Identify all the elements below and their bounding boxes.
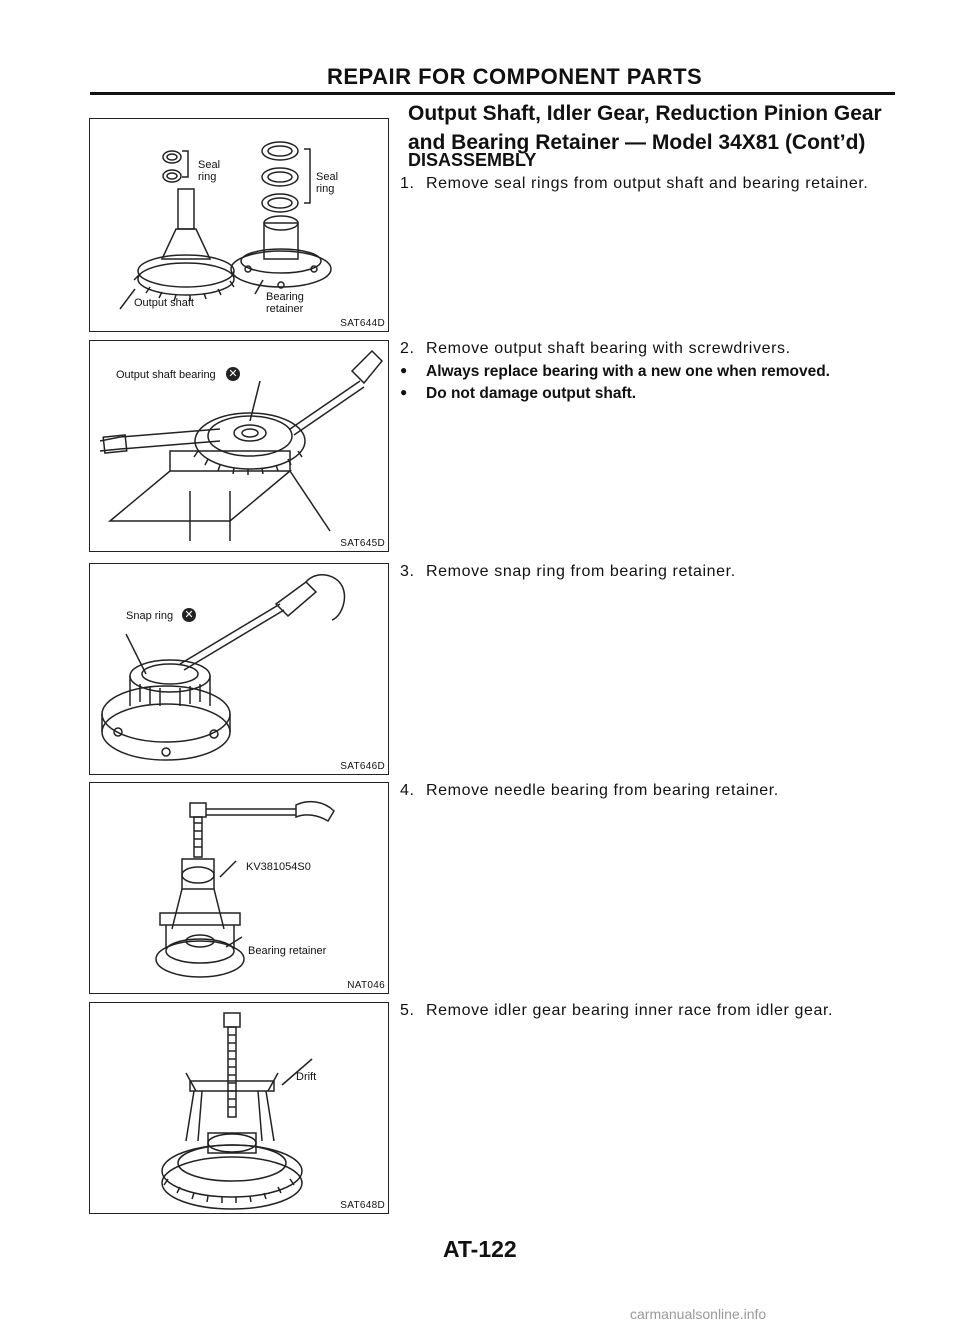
- figure-snap-ring: [89, 563, 389, 775]
- section-title-line-2: and Bearing Retainer — Model 34X81 (Cont’d): [408, 131, 866, 154]
- step-number: 4.: [400, 782, 415, 799]
- replace-part-icon: ✕: [226, 367, 240, 381]
- step-number: 1.: [400, 175, 415, 192]
- step-text: Remove snap ring from bearing retainer.: [426, 563, 736, 580]
- step-1: [400, 175, 868, 193]
- needle-bearing-illustration: [90, 783, 388, 993]
- seal-label-line: Seal: [316, 171, 339, 183]
- step-number: 5.: [400, 1002, 415, 1019]
- step-text: Remove idler gear bearing inner race from idler gear.: [426, 1002, 834, 1019]
- replace-part-icon: ✕: [182, 608, 196, 622]
- figure-idler-gear: [89, 1002, 389, 1214]
- note-1: [400, 363, 830, 381]
- step-text: Remove needle bearing from bearing retainer.: [426, 782, 779, 799]
- figure-seal-rings: [89, 118, 389, 332]
- snap-ring-label: Snap ring: [126, 610, 174, 622]
- step-text: Remove output shaft bearing with screwdrivers.: [426, 340, 791, 357]
- ring-label-line: ring: [316, 183, 335, 195]
- page-header: REPAIR FOR COMPONENT PARTS: [327, 64, 703, 89]
- note-2: [400, 385, 636, 403]
- output-shaft-bearing-label: Output shaft bearing: [116, 369, 216, 381]
- figure-code: SAT645D: [340, 538, 385, 549]
- bearing-retainer-label: Bearing retainer: [248, 945, 327, 957]
- seal-label-line: Seal: [198, 159, 221, 171]
- retainer-label-line: retainer: [266, 303, 304, 315]
- note-text: Do not damage output shaft.: [426, 385, 637, 402]
- watermark: carmanualsonline.info: [630, 1306, 767, 1322]
- section-title-line-1: Output Shaft, Idler Gear, Reduction Pinion Gear: [408, 102, 882, 125]
- note-text: Always replace bearing with a new one when removed.: [426, 363, 830, 380]
- step-number: 3.: [400, 563, 415, 580]
- figure-code: NAT046: [347, 980, 385, 991]
- step-2: [400, 340, 791, 358]
- bullet-icon: ●: [400, 363, 408, 377]
- figure-output-shaft-bearing: [89, 340, 389, 552]
- subheading: DISASSEMBLY: [408, 150, 537, 170]
- ring-label-line: ring: [198, 171, 217, 183]
- step-text: Remove seal rings from output shaft and bearing retainer.: [426, 175, 869, 192]
- page-number: AT-122: [443, 1236, 517, 1262]
- step-5: [400, 1002, 833, 1020]
- seal-ring-label-right: [316, 171, 338, 195]
- snap-ring-illustration: [90, 564, 388, 774]
- step-4: [400, 782, 779, 800]
- section-title: [408, 99, 908, 157]
- step-3: [400, 563, 736, 581]
- tool-number-label: KV381054S0: [246, 861, 311, 873]
- output-shaft-label: Output shaft: [134, 297, 194, 309]
- figure-code: SAT648D: [340, 1200, 385, 1211]
- idler-gear-illustration: [90, 1003, 388, 1213]
- step-number: 2.: [400, 340, 415, 357]
- figure-code: SAT644D: [340, 318, 385, 329]
- figure-code: SAT646D: [340, 761, 385, 772]
- bearing-label-line: Bearing: [266, 291, 304, 303]
- header-rule: [90, 92, 895, 95]
- bullet-icon: ●: [400, 385, 408, 399]
- drift-label: Drift: [296, 1071, 317, 1083]
- seal-ring-label-left: [198, 159, 220, 183]
- bearing-retainer-label: [266, 291, 304, 315]
- figure-needle-bearing: [89, 782, 389, 994]
